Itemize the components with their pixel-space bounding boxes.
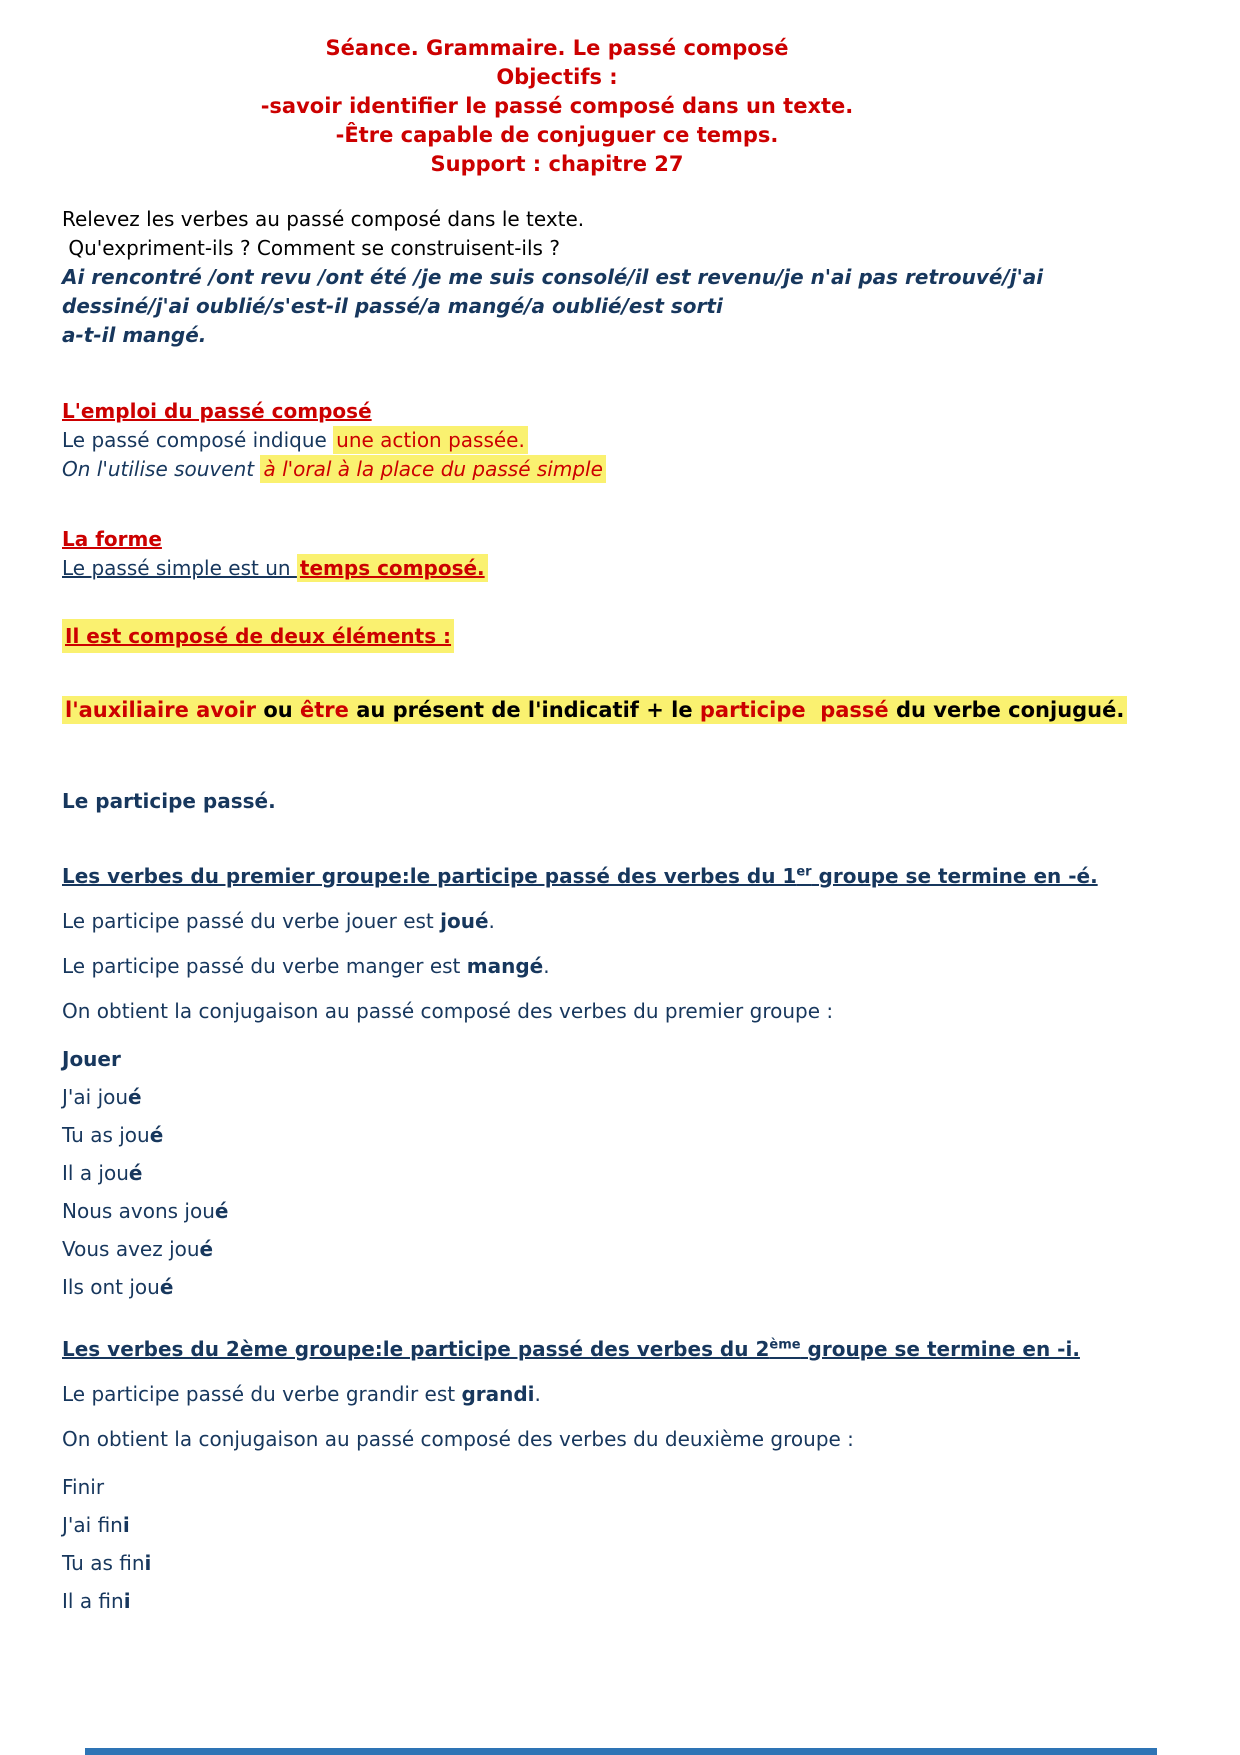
group1-heading-pre: Les verbes du premier groupe:le participe passé des verbes du 1 xyxy=(62,864,797,888)
emploi-line-2-highlight: à l'oral à la place du passé simple xyxy=(260,455,605,483)
elements-heading: Il est composé de deux éléments : xyxy=(62,619,454,653)
group1-example-1 xyxy=(62,907,1160,936)
group1-heading-post: groupe se termine en -é. xyxy=(811,864,1098,888)
conjugation-stem: Tu as jou xyxy=(62,1123,150,1147)
rule-run-ou: ou xyxy=(256,698,301,722)
emploi-line-2 xyxy=(62,455,1160,484)
conjugation-ending: é xyxy=(149,1123,164,1147)
section-group1 xyxy=(62,861,1160,1306)
group1-example-1-period: . xyxy=(488,909,495,933)
group2-example-1-text: Le participe passé du verbe grandir est xyxy=(62,1382,462,1406)
group2-verb-infinitive xyxy=(62,1468,1160,1506)
group2-heading-sup: ème xyxy=(769,1337,801,1353)
conjugation-row xyxy=(62,1078,1160,1116)
conjugation-stem: Il a jou xyxy=(62,1161,129,1185)
objective-line-1: -savoir identifier le passé composé dans un texte. xyxy=(260,94,854,118)
answers-paragraph xyxy=(62,263,1160,350)
section-emploi xyxy=(62,396,1160,484)
participe-title: Le participe passé. xyxy=(62,789,276,813)
conjugation-stem: Tu as fin xyxy=(62,1551,145,1575)
conjugation-stem: Nous avons jou xyxy=(62,1199,215,1223)
group2-conjugation-list xyxy=(62,1468,1160,1620)
conjugation-row xyxy=(62,1230,1160,1268)
group1-example-2 xyxy=(62,952,1160,981)
conjugation-stem: Ils ont jou xyxy=(62,1275,160,1299)
emploi-line-1-highlight: une action passée. xyxy=(333,426,528,454)
support-line: Support : chapitre 27 xyxy=(430,152,684,176)
conjugation-ending: i xyxy=(122,1513,130,1537)
group1-conjugation-list xyxy=(62,1040,1160,1306)
conjugation-stem: J'ai jou xyxy=(62,1085,129,1109)
group1-verb-label: Jouer xyxy=(62,1047,121,1071)
forme-line-1-highlight: temps composé. xyxy=(297,554,488,582)
rule-run-etre: être xyxy=(300,698,349,722)
rule-run-auxiliaire: l'auxiliaire avoir xyxy=(65,698,257,722)
conjugation-row xyxy=(62,1192,1160,1230)
conjugation-ending: é xyxy=(214,1199,229,1223)
group2-conjugation-intro: On obtient la conjugaison au passé composé des verbes du deuxième groupe : xyxy=(62,1427,854,1451)
conjugation-row xyxy=(62,1116,1160,1154)
group2-heading-post: groupe se termine en -i. xyxy=(800,1337,1080,1361)
rule-run-verbe: du verbe conjugué. xyxy=(888,698,1125,722)
section-forme xyxy=(62,524,1160,583)
group1-example-1-participle: joué xyxy=(440,909,489,933)
group1-example-1-text: Le participe passé du verbe jouer est xyxy=(62,909,441,933)
group2-heading xyxy=(62,1334,1160,1364)
title-block xyxy=(62,34,1052,179)
answers-line-2: dessiné/j'ai oublié/s'est-il passé/a mangé/a oublié/est sorti xyxy=(62,294,723,318)
rule-run-present: au présent de l'indicatif + le xyxy=(348,698,700,722)
conjugation-ending: é xyxy=(199,1237,214,1261)
conjugation-row xyxy=(62,1544,1160,1582)
group1-example-2-period: . xyxy=(543,954,550,978)
intro-question-2: Qu'expriment-ils ? Comment se construisent-ils ? xyxy=(62,236,560,260)
objectives-label: Objectifs : xyxy=(496,65,618,89)
rule-run-participe: participe passé xyxy=(699,698,889,722)
conjugation-row xyxy=(62,1154,1160,1192)
answers-line-1: Ai rencontré /ont revu /ont été /je me suis consolé/il est revenu/je n'ai pas retrouvé/j'ai xyxy=(62,265,1044,289)
answers-line-3: a-t-il mangé. xyxy=(62,323,207,347)
objective-line-2: -Être capable de conjuguer ce temps. xyxy=(335,123,779,147)
section-group2 xyxy=(62,1334,1160,1620)
page-bottom-bar xyxy=(85,1748,1157,1755)
emploi-heading: L'emploi du passé composé xyxy=(62,399,372,423)
group1-heading-sup: er xyxy=(796,864,812,880)
conjugation-row xyxy=(62,1268,1160,1306)
conjugation-ending: é xyxy=(159,1275,174,1299)
group2-verb-label: Finir xyxy=(62,1475,105,1499)
group2-heading-pre: Les verbes du 2ème groupe:le participe passé des verbes du 2 xyxy=(62,1337,770,1361)
emploi-line-1-text: Le passé composé indique xyxy=(62,428,334,452)
emploi-line-1 xyxy=(62,426,1160,455)
forme-line-1 xyxy=(62,554,1160,583)
conjugation-ending: i xyxy=(144,1551,152,1575)
conjugation-row xyxy=(62,1582,1160,1620)
conjugation-row xyxy=(62,1506,1160,1544)
group1-heading xyxy=(62,861,1160,891)
composition-rule xyxy=(62,695,1160,725)
page-title: Séance. Grammaire. Le passé composé xyxy=(325,36,789,60)
group1-example-2-participle: mangé xyxy=(466,954,544,978)
conjugation-stem: Vous avez jou xyxy=(62,1237,200,1261)
composition-rule-highlight xyxy=(62,696,1127,724)
conjugation-ending: é xyxy=(128,1161,143,1185)
forme-line-1-text: Le passé simple est un xyxy=(62,556,297,580)
group2-example-1-period: . xyxy=(534,1382,541,1406)
group1-conjugation-intro: On obtient la conjugaison au passé composé des verbes du premier groupe : xyxy=(62,999,834,1023)
conjugation-stem: J'ai fin xyxy=(62,1513,123,1537)
conjugation-ending: i xyxy=(123,1589,131,1613)
forme-heading: La forme xyxy=(62,527,162,551)
conjugation-ending: é xyxy=(128,1085,142,1109)
group2-example-1 xyxy=(62,1380,1160,1409)
group1-verb-infinitive xyxy=(62,1040,1160,1078)
group2-example-1-participle: grandi xyxy=(461,1382,535,1406)
group1-example-2-text: Le participe passé du verbe manger est xyxy=(62,954,467,978)
emploi-line-2-text: On l'utilise souvent xyxy=(62,457,261,481)
conjugation-stem: Il a fin xyxy=(62,1589,124,1613)
intro-question-1: Relevez les verbes au passé composé dans le texte. xyxy=(62,207,585,231)
